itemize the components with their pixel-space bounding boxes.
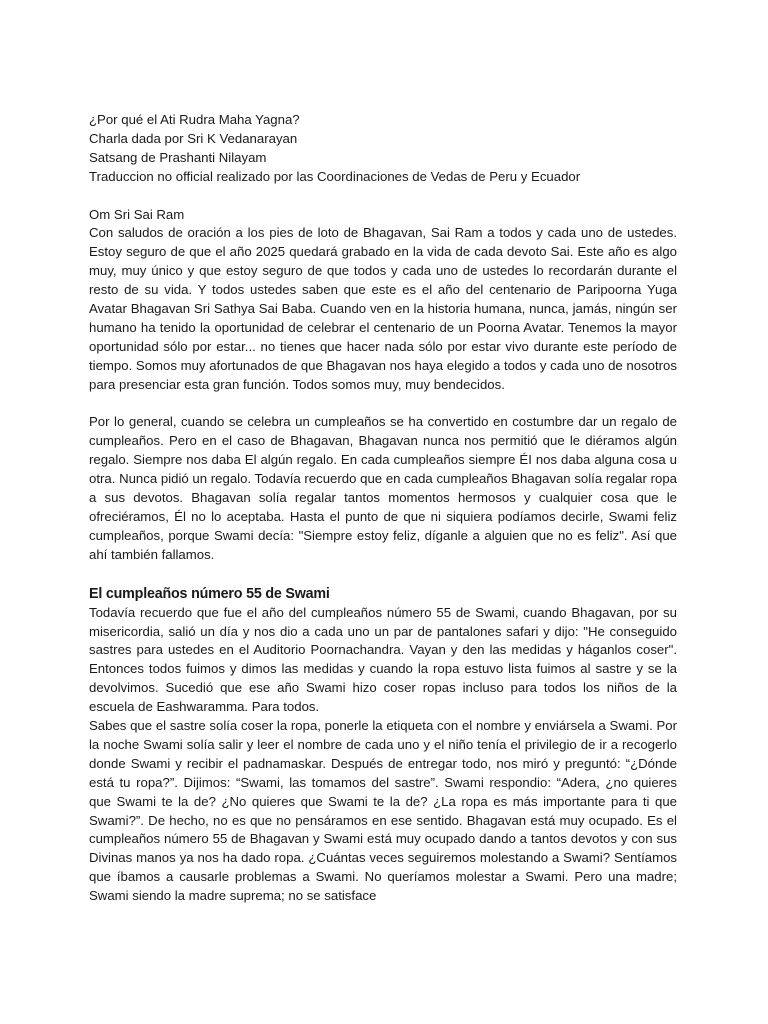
paragraph-safari-suits: Todavía recuerdo que fue el año del cumpleaños número 55 de Swami, cuando Bhagavan, por su misericordia, salió un día y nos dio a cada uno un par de pantalones safari y dijo: "He conseguido sastres para ustedes en el Auditorio Poornachandra. Vayan y den las medidas y háganlos coser". Entonces todos fuimos y dimos las medidas y cuando la ropa estuvo lista fuimos al sastre y se la devolvimos. Sucedió que ese año Swami hizo coser ropas incluso para todos los niños de la escuela de Eashwaramma. Para todos. [89, 604, 677, 715]
speaker-line: Charla dada por Sri K Vedanarayan [89, 130, 298, 146]
paragraph-tailor: Sabes que el sastre solía coser la ropa, ponerle la etiqueta con el nombre y enviársela a Swami. Por la noche Swami solía salir y leer el nombre de cada uno y el niño tenía el privilegio de ir a recogerlo donde Swami y recibir el padnamaskar. Después de entregar todo, nos miró y preguntó: “¿Dónde está tu ropa?”. Dijimos: “Swami, las tomamos del sastre”. Swami respondio: “Adera, ¿no quieres que Swami te la de? ¿No quieres que Swami te la de? ¿La ropa es más importante para ti que Swami?”. De hecho, no es que no pensáramos en ese sentido. Bhagavan está muy ocupado. Es el cumpleaños número 55 de Bhagavan y Swami está muy ocupado dando a tantos devotos y con sus Divinas manos ya nos ha dado ropa. ¿Cuántas veces seguiremos molestando a Swami? Sentíamos que íbamos a causarle problemas a Swami. No queríamos molestar a Swami. Pero una madre; Swami siendo la madre suprema; no se satisface [89, 718, 677, 904]
document-title: ¿Por qué el Ati Rudra Maha Yagna? [89, 112, 300, 127]
spacer [89, 565, 677, 584]
spacer [89, 395, 677, 414]
venue-line: Satsang de Prashanti Nilayam [89, 149, 267, 165]
document-page [89, 111, 677, 906]
translation-note: Traduccion no official realizado por las Coordinaciones de Vedas de Peru y Ecuador [89, 168, 581, 184]
paragraph-intro: Con saludos de oración a los pies de loto de Bhagavan, Sai Ram a todos y cada uno de ustedes. Estoy seguro de que el año 2025 quedará grabado en la vida de cada devoto Sai. Este año es algo muy, muy único y que estoy seguro de que todos y cada uno de ustedes lo recordarán durante el resto de su vida. Y todos ustedes saben que este es el año del centenario de Paripoorna Yuga Avatar Bhagavan Sri Sathya Sai Baba. Cuando ven en la historia humana, nunca, jamás, ningún ser humano ha tenido la oportunidad de celebrar el centenario de un Poorna Avatar. Tenemos la mayor oportunidad sólo por estar... no tienes que hacer nada sólo por estar vivo durante este período de tiempo. Somos muy afortunados de que Bhagavan nos haya elegido a todos y cada uno de nosotros para presenciar esta gran función. Todos somos muy, muy bendecidos. [89, 225, 677, 392]
paragraph-birthday-gifts: Por lo general, cuando se celebra un cumpleaños se ha convertido en costumbre dar un regalo de cumpleaños. Pero en el caso de Bhagavan, Bhagavan nunca nos permitió que le diéramos algún regalo. Siempre nos daba El algún regalo. En cada cumpleaños siempre ÉI nos daba alguna cosa u otra. Nunca pidió un regalo. Todavía recuerdo que en cada cumpleaños Bhagavan solía regalar ropa a sus devotos. Bhagavan solía regalar tantos momentos hermosos y cualquier cosa que le ofreciéramos, Él no lo aceptaba. Hasta el punto de que ni siquiera podíamos decirle, Swami feliz cumpleaños, porque Swami decía: "Siempre estoy feliz, díganle a alguien que no es feliz". Así que ahí también fallamos. [89, 414, 677, 562]
spacer [89, 187, 677, 206]
section-heading: El cumpleaños número 55 de Swami [89, 585, 330, 602]
greeting: Om Sri Sai Ram [89, 206, 185, 222]
